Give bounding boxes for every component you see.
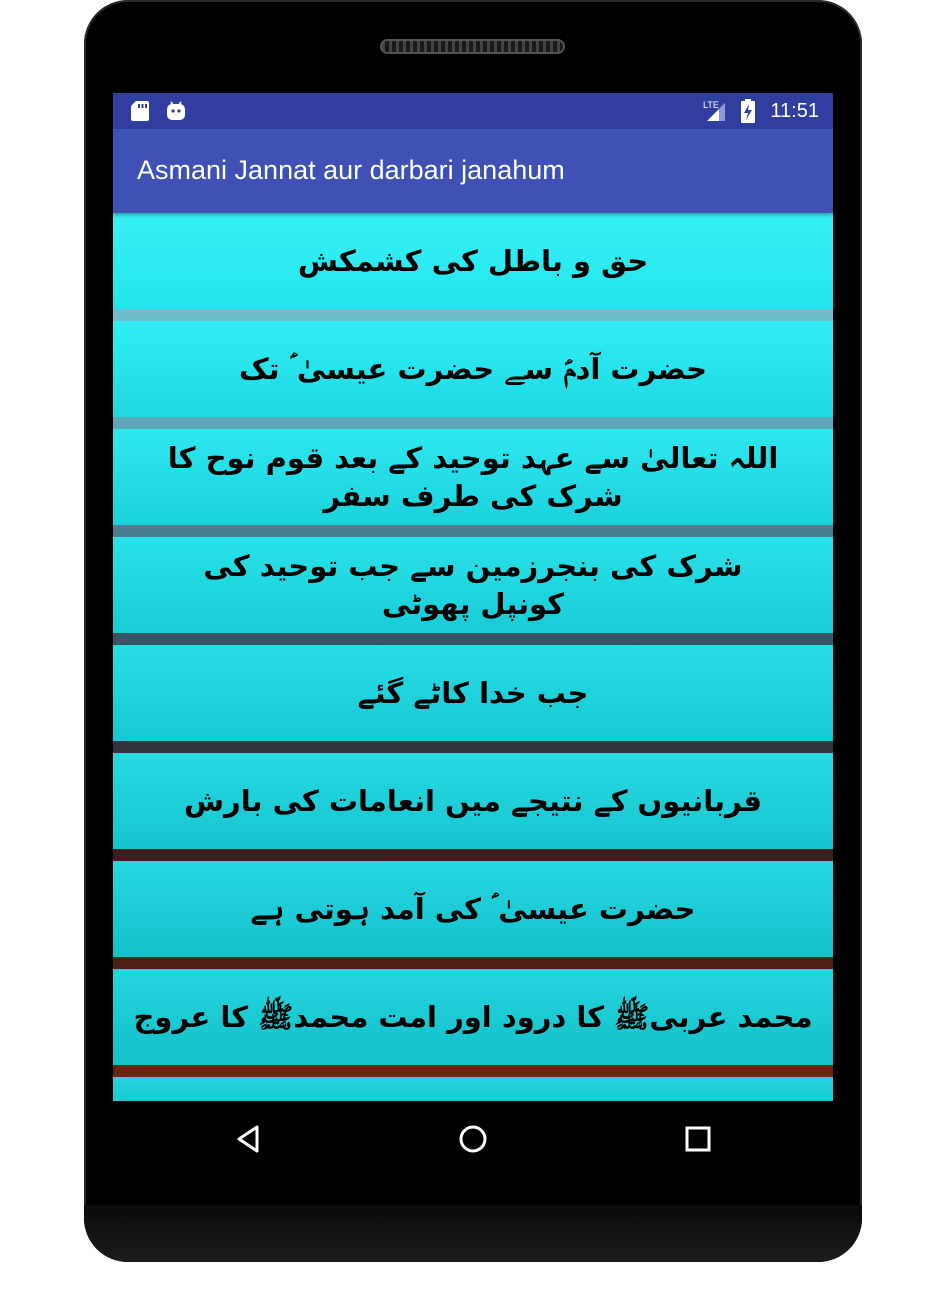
list-item-label: جب خدا کاٹے گئے: [357, 676, 589, 710]
recents-icon[interactable]: [680, 1121, 716, 1157]
app-title: Asmani Jannat aur darbari janahum: [137, 155, 565, 185]
list-item[interactable]: [113, 321, 833, 417]
list-item-partial[interactable]: [113, 1077, 833, 1101]
chapter-list[interactable]: [113, 213, 833, 1101]
list-item-label: اللہ تعالیٰ سے عہد توحید کے بعد قوم نوح کا شرک کی طرف سفر: [167, 441, 779, 513]
battery-charging-icon: [741, 99, 755, 123]
lte-signal-icon: [703, 99, 731, 123]
status-bar: [113, 93, 833, 129]
back-icon[interactable]: [231, 1121, 267, 1157]
list-item[interactable]: [113, 753, 833, 849]
list-item-label: محمد عربیﷺ کا درود اور امت محمدﷺ کا عروج: [133, 1000, 813, 1034]
status-time: 11:51: [770, 100, 819, 122]
phone-chin: [84, 1205, 862, 1262]
android-icon: [166, 100, 186, 122]
earpiece-speaker: [380, 39, 565, 54]
home-icon[interactable]: [455, 1121, 491, 1157]
list-item[interactable]: [113, 861, 833, 957]
app-bar: [113, 129, 833, 213]
list-item-label: حق و باطل کی کشمکش: [297, 244, 649, 278]
nav-bar: [113, 1101, 833, 1175]
list-item[interactable]: [113, 429, 833, 525]
list-item-label: حضرت عیسیٰ ؑ کی آمد ہوتی ہے: [250, 892, 696, 926]
list-item[interactable]: [113, 645, 833, 741]
list-item[interactable]: [113, 213, 833, 309]
list-item-label: شرک کی بنجرزمین سے جب توحید کی کونپل پھوٹی: [203, 549, 743, 621]
list-item[interactable]: [113, 537, 833, 633]
list-item-label: حضرت آدمؑ سے حضرت عیسیٰ ؑ تک: [238, 352, 708, 386]
list-item[interactable]: [113, 969, 833, 1065]
screen: [113, 93, 833, 1101]
network-label: LTE: [703, 100, 719, 110]
sd-card-icon: [131, 101, 149, 121]
list-item-label: قربانیوں کے نتیجے میں انعامات کی بارش: [183, 784, 763, 818]
